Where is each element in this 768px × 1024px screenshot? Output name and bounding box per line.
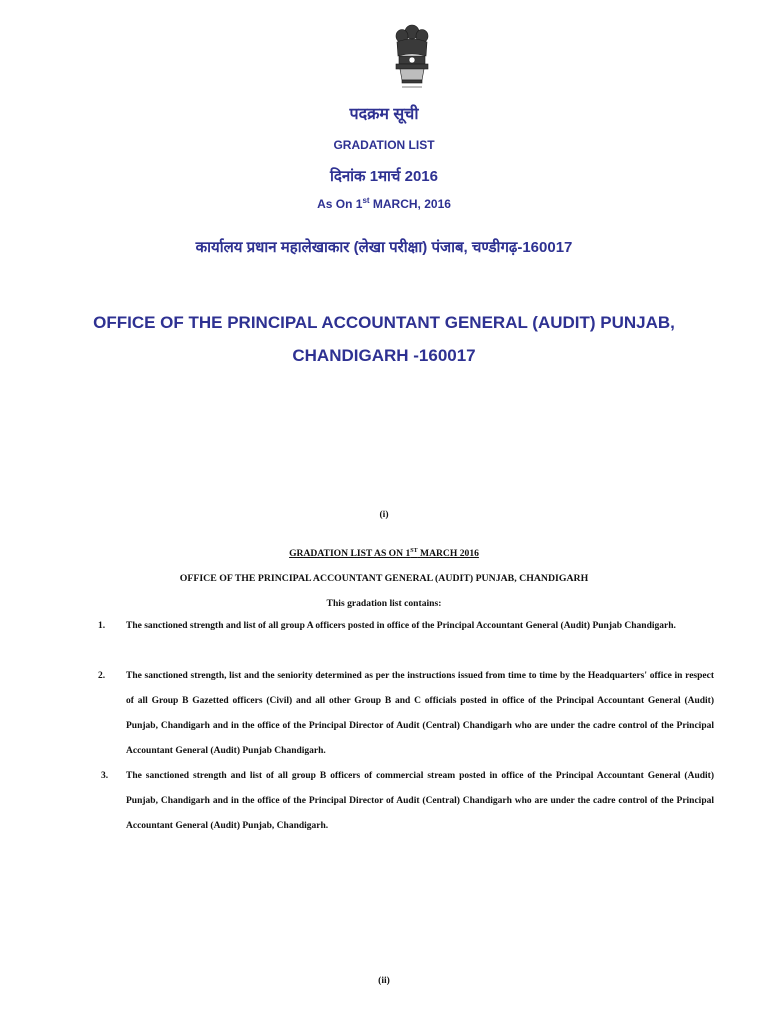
- hindi-office-name: कार्यालय प्रधान महालेखाकार (लेखा परीक्षा) पंजाब, चण्डीगढ़-160017: [195, 239, 573, 256]
- list-item-text: The sanctioned strength and list of all group B officers of commercial stream posted in office of the Principal Accountant General (Audit) Punjab, Chandigarh and in the office of the Principal Director of Audit (Central) Chandigarh who are under the cadre control of the Principal Accountant General (Audit) Punjab, Chandigarh.: [126, 771, 714, 831]
- list-item: [98, 664, 714, 764]
- list-item-text: The sanctioned strength, list and the seniority determined as per the instructions issued from time to time by the Headquarters' office in respect of all Group B Gazetted officers (Civil) and all other Group B and C officials posted in office of the Principal Accountant General (Audit) Punjab, Chandigarh and in the office of the Principal Director of Audit (Central) Chandigarh who are under the cadre control of the Principal Accountant General (Audit) Punjab Chandigarh.: [126, 671, 714, 756]
- state-emblem-icon: [388, 22, 436, 92]
- contains-line: This gradation list contains:: [326, 598, 442, 609]
- office-line: OFFICE OF THE PRINCIPAL ACCOUNTANT GENERAL (AUDIT) PUNJAB, CHANDIGARH: [179, 573, 589, 584]
- list-item-number: 3.: [101, 771, 109, 781]
- list-item-number: 1.: [98, 621, 106, 631]
- list-item-number: 2.: [98, 671, 106, 681]
- list-item: [98, 764, 714, 839]
- office-name-line2: CHANDIGARH -160017: [292, 346, 476, 365]
- page-number: (ii): [378, 975, 390, 986]
- hindi-title: पदक्रम सूची: [349, 106, 419, 123]
- gradation-list-title: GRADATION LIST: [333, 138, 435, 152]
- as-on-date: As On 1st MARCH, 2016: [317, 196, 451, 211]
- page-number: (i): [379, 509, 389, 520]
- office-name-line1: OFFICE OF THE PRINCIPAL ACCOUNTANT GENERAL (AUDIT) PUNJAB,: [93, 313, 675, 332]
- section-heading: GRADATION LIST AS ON 1ST MARCH 2016: [289, 548, 479, 560]
- hindi-date: दिनांक 1मार्च 2016: [329, 168, 438, 185]
- list-item: [98, 614, 714, 639]
- list-item-text: The sanctioned strength and list of all group A officers posted in office of the Principal Accountant General (Audit) Punjab Chandigarh.: [126, 621, 676, 631]
